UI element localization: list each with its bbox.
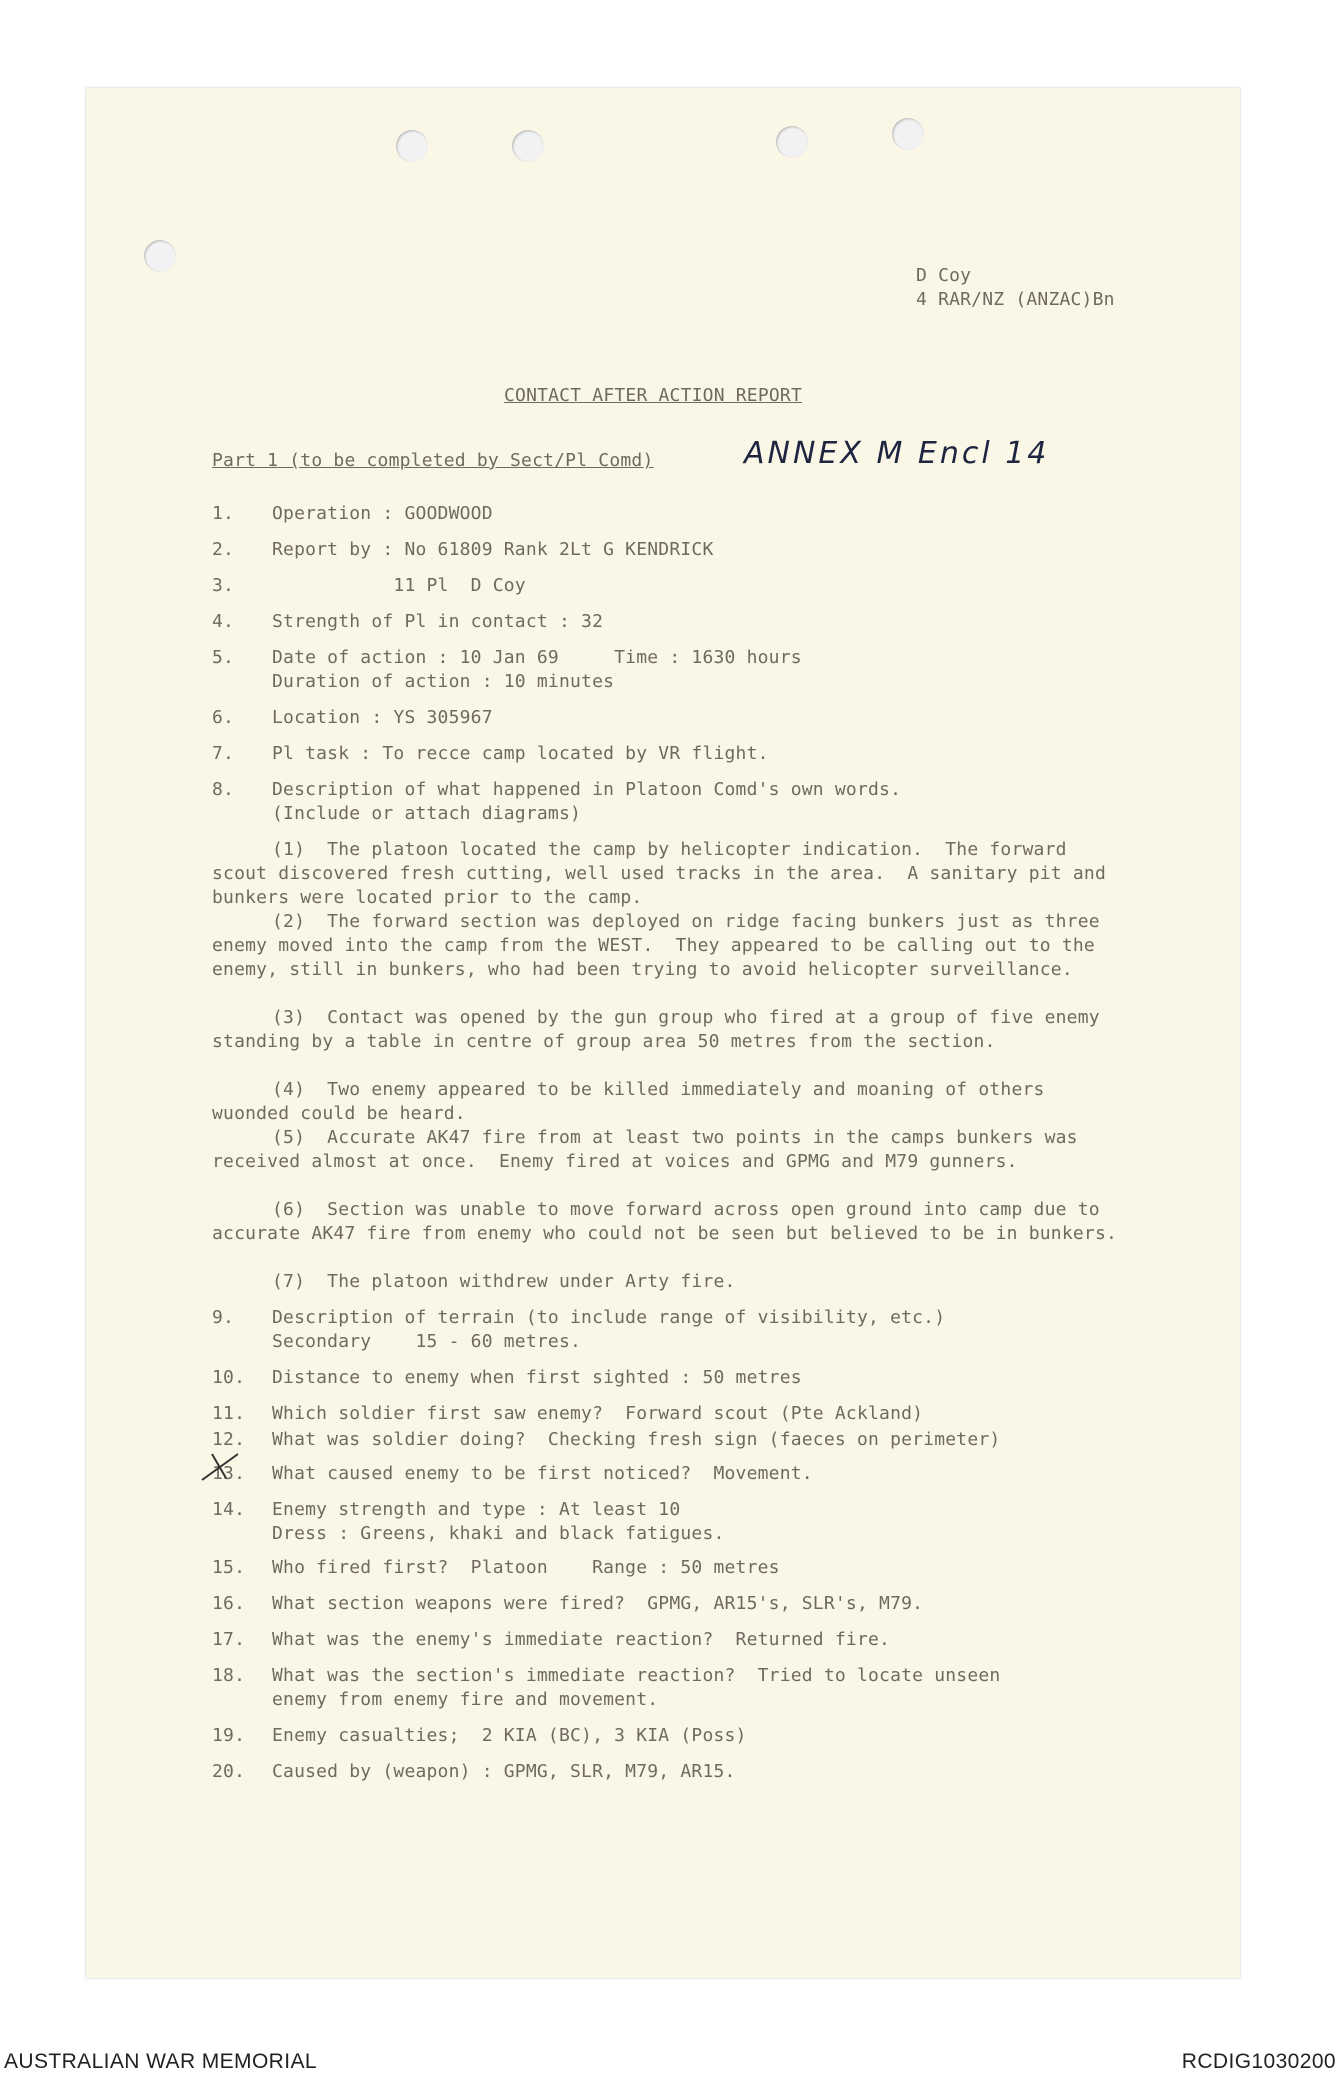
item-text: Operation : GOODWOOD [272,503,493,524]
unit-block [916,264,1115,312]
document-page [86,88,1240,1978]
item-text: What was the enemy's immediate reaction? Returned fire. [272,1629,891,1650]
narrative-paragraph: (1) The platoon located the camp by helicopter indication. The forward scout discovered fresh cutting, well used tracks in the area. A sanitary pit and bunkers were located prior to the camp. [212,839,1118,908]
item-number: 4. [212,611,235,632]
item-number: 13. [212,1463,246,1484]
item-number: 7. [212,743,235,764]
narrative-paragraph: (5) Accurate AK47 fire from at least two points in the camps bunkers was received almost at once. Enemy fired at voices and GPMG and M79 gunners. [212,1127,1089,1172]
unit-line: 4 RAR/NZ (ANZAC)Bn [916,289,1115,310]
item-text: What was the section's immediate reaction? Tried to locate unseen enemy from enemy fire and movement. [272,1665,1001,1710]
item-text: Distance to enemy when first sighted : 50 metres [272,1367,802,1388]
item-number: 17. [212,1629,246,1650]
item-text: Enemy casualties; 2 KIA (BC), 3 KIA (Poss) [272,1725,747,1746]
narrative-paragraph: (6) Section was unable to move forward across open ground into camp due to accurate AK47 fire from enemy who could not be seen but believed to be in bunkers. [212,1199,1118,1244]
item-number: 6. [212,707,235,728]
item-number: 8. [212,779,235,800]
item-number: 14. [212,1499,246,1520]
item-text: Pl task : To recce camp located by VR flight. [272,743,769,764]
item-number: 19. [212,1725,246,1746]
footer-institution: AUSTRALIAN WAR MEMORIAL [4,2050,317,2073]
part-heading: Part 1 (to be completed by Sect/Pl Comd) [212,450,654,471]
item-text: 11 Pl D Coy [272,575,526,596]
punch-hole [892,118,924,150]
item-text: Caused by (weapon) : GPMG, SLR, M79, AR15. [272,1761,736,1782]
narrative-paragraph: (4) Two enemy appeared to be killed immediately and moaning of others wuonded could be heard. [212,1079,1056,1124]
item-text: Description of terrain (to include range of visibility, etc.) Secondary 15 - 60 metres. [272,1307,946,1352]
item-text: Location : YS 305967 [272,707,493,728]
handwritten-x-mark [198,1448,242,1484]
item-number: 1. [212,503,235,524]
item-number: 2. [212,539,235,560]
item-number: 18. [212,1665,246,1686]
item-text: Report by : No 61809 Rank 2Lt G KENDRICK [272,539,714,560]
item-text: Date of action : 10 Jan 69 Time : 1630 hours Duration of action : 10 minutes [272,647,802,692]
item-number: 15. [212,1557,246,1578]
item-number: 5. [212,647,235,668]
item-number: 9. [212,1307,235,1328]
item-text: Enemy strength and type : At least 10 Dress : Greens, khaki and black fatigues. [272,1499,725,1544]
item-number: 20. [212,1761,246,1782]
item-text: Which soldier first saw enemy? Forward scout (Pte Ackland) [272,1403,924,1424]
item-number: 12. [212,1429,246,1450]
narrative-paragraph: (7) The platoon withdrew under Arty fire. [272,1271,736,1292]
item-text: What was soldier doing? Checking fresh sign (faeces on perimeter) [272,1429,1001,1450]
punch-hole [776,126,808,158]
item-text: What section weapons were fired? GPMG, AR15's, SLR's, M79. [272,1593,924,1614]
narrative-paragraph: (3) Contact was opened by the gun group who fired at a group of five enemy standing by a table in centre of group area 50 metres from the section. [212,1007,1111,1052]
item-text: Who fired first? Platoon Range : 50 metres [272,1557,780,1578]
unit-line: D Coy [916,265,972,286]
punch-hole [512,130,544,162]
handwritten-annotation: ANNEX M Encl 14 [744,436,1050,471]
punch-hole [144,240,176,272]
punch-hole [396,130,428,162]
item-number: 16. [212,1593,246,1614]
item-text: Strength of Pl in contact : 32 [272,611,604,632]
report-title: CONTACT AFTER ACTION REPORT [504,385,802,406]
item-text: What caused enemy to be first noticed? Movement. [272,1463,813,1484]
item-number: 3. [212,575,235,596]
narrative-paragraph: (2) The forward section was deployed on ridge facing bunkers just as three enemy moved into the camp from the WEST. They appeared to be calling out to the enemy, still in bunkers, who had been trying to avoid helicopter surveillance. [212,911,1111,980]
item-number: 11. [212,1403,246,1424]
item-text: Description of what happened in Platoon Comd's own words. (Include or attach diagrams) [272,779,902,824]
footer-record-id: RCDIG1030200 [1181,2050,1336,2073]
item-number: 10. [212,1367,246,1388]
